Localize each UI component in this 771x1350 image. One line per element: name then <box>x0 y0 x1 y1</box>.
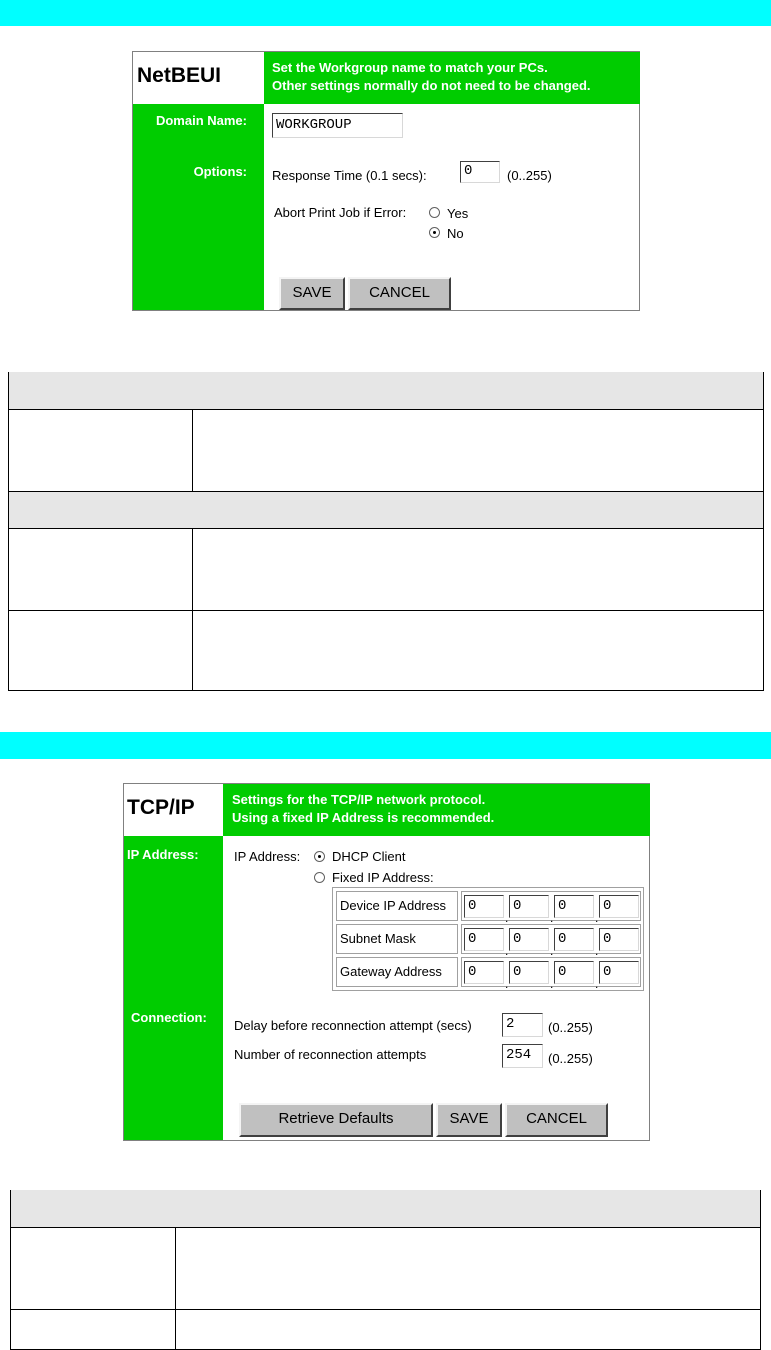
retrieve-defaults-button[interactable]: Retrieve Defaults <box>239 1103 433 1137</box>
device-ip-octet-2[interactable]: 0 <box>509 895 549 918</box>
gateway-address-cell <box>461 957 641 991</box>
tcpip-sidebar <box>124 784 223 1140</box>
octet-separator: . <box>595 944 599 958</box>
section-header-bar-netbeui <box>0 0 771 26</box>
response-time-input[interactable]: 0 <box>460 161 500 183</box>
tcpip-description-table <box>10 1190 761 1350</box>
table-section-row <box>9 491 763 528</box>
abort-no-label: No <box>447 226 464 241</box>
ip-address-label: IP Address: <box>234 849 301 864</box>
delay-range: (0..255) <box>548 1020 593 1035</box>
dhcp-client-label: DHCP Client <box>332 849 406 864</box>
subnet-octet-4[interactable]: 0 <box>599 928 639 951</box>
subnet-mask-label: Subnet Mask <box>336 924 458 954</box>
response-time-label: Response Time (0.1 secs): <box>272 168 427 183</box>
table-row <box>9 409 763 491</box>
abort-yes-label: Yes <box>447 206 469 221</box>
fixed-ip-radio[interactable] <box>314 872 325 883</box>
section-header-bar-tcpip <box>0 732 771 759</box>
ip-address-section-label: IP Address: <box>127 847 199 862</box>
domain-name-label: Domain Name: <box>155 113 247 128</box>
delay-input[interactable]: 2 <box>502 1013 543 1037</box>
tcpip-message-line1: Settings for the TCP/IP network protocol. <box>232 792 486 807</box>
device-ip-cell <box>461 891 641 925</box>
abort-print-label: Abort Print Job if Error: <box>274 205 407 220</box>
fixed-ip-label: Fixed IP Address: <box>332 870 434 885</box>
table-section-row <box>9 372 763 409</box>
subnet-octet-1[interactable]: 0 <box>464 928 504 951</box>
tcpip-cancel-button[interactable]: CANCEL <box>505 1103 608 1137</box>
connection-section-label: Connection: <box>131 1010 207 1025</box>
table-column-divider <box>192 528 193 691</box>
octet-separator: . <box>550 911 554 925</box>
subnet-octet-3[interactable]: 0 <box>554 928 594 951</box>
netbeui-message-line2: Other settings normally do not need to be changed. <box>272 78 591 93</box>
tcpip-panel <box>123 783 650 1141</box>
response-time-range: (0..255) <box>507 168 552 183</box>
octet-separator: . <box>505 944 509 958</box>
gateway-octet-3[interactable]: 0 <box>554 961 594 984</box>
table-row <box>9 610 763 691</box>
table-column-divider <box>192 409 193 491</box>
netbeui-panel <box>132 51 640 311</box>
octet-separator: . <box>550 977 554 991</box>
tcpip-header-message <box>223 784 650 836</box>
netbeui-header-message <box>264 52 640 104</box>
attempts-label: Number of reconnection attempts <box>234 1047 427 1062</box>
subnet-mask-cell <box>461 924 641 958</box>
gateway-octet-4[interactable]: 0 <box>599 961 639 984</box>
octet-separator: . <box>505 911 509 925</box>
gateway-address-label: Gateway Address <box>336 957 458 987</box>
fixed-ip-table <box>332 887 644 991</box>
table-row <box>11 1309 760 1349</box>
device-ip-octet-1[interactable]: 0 <box>464 895 504 918</box>
attempts-range: (0..255) <box>548 1051 593 1066</box>
device-ip-octet-4[interactable]: 0 <box>599 895 639 918</box>
octet-separator: . <box>595 911 599 925</box>
table-section-row <box>11 1190 760 1227</box>
table-row <box>9 528 763 610</box>
tcpip-message-line2: Using a fixed IP Address is recommended. <box>232 810 495 825</box>
tcpip-save-button[interactable]: SAVE <box>436 1103 502 1137</box>
table-row <box>11 1227 760 1309</box>
device-ip-octet-3[interactable]: 0 <box>554 895 594 918</box>
octet-separator: . <box>595 977 599 991</box>
octet-separator: . <box>550 944 554 958</box>
netbeui-description-table <box>8 372 764 691</box>
abort-yes-radio[interactable] <box>429 207 440 218</box>
options-label: Options: <box>193 164 247 179</box>
attempts-input[interactable]: 254 <box>502 1044 543 1068</box>
netbeui-save-button[interactable]: SAVE <box>279 277 345 310</box>
netbeui-message-line1: Set the Workgroup name to match your PCs. <box>272 60 548 75</box>
dhcp-client-radio[interactable] <box>314 851 325 862</box>
netbeui-title: NetBEUI <box>133 52 264 104</box>
device-ip-label: Device IP Address <box>336 891 458 921</box>
tcpip-title: TCP/IP <box>124 784 223 836</box>
octet-separator: . <box>505 977 509 991</box>
gateway-octet-2[interactable]: 0 <box>509 961 549 984</box>
netbeui-cancel-button[interactable]: CANCEL <box>348 277 451 310</box>
table-column-divider <box>175 1227 176 1349</box>
delay-label: Delay before reconnection attempt (secs) <box>234 1018 472 1033</box>
abort-no-radio[interactable] <box>429 227 440 238</box>
subnet-octet-2[interactable]: 0 <box>509 928 549 951</box>
gateway-octet-1[interactable]: 0 <box>464 961 504 984</box>
domain-name-input[interactable]: WORKGROUP <box>272 113 403 138</box>
